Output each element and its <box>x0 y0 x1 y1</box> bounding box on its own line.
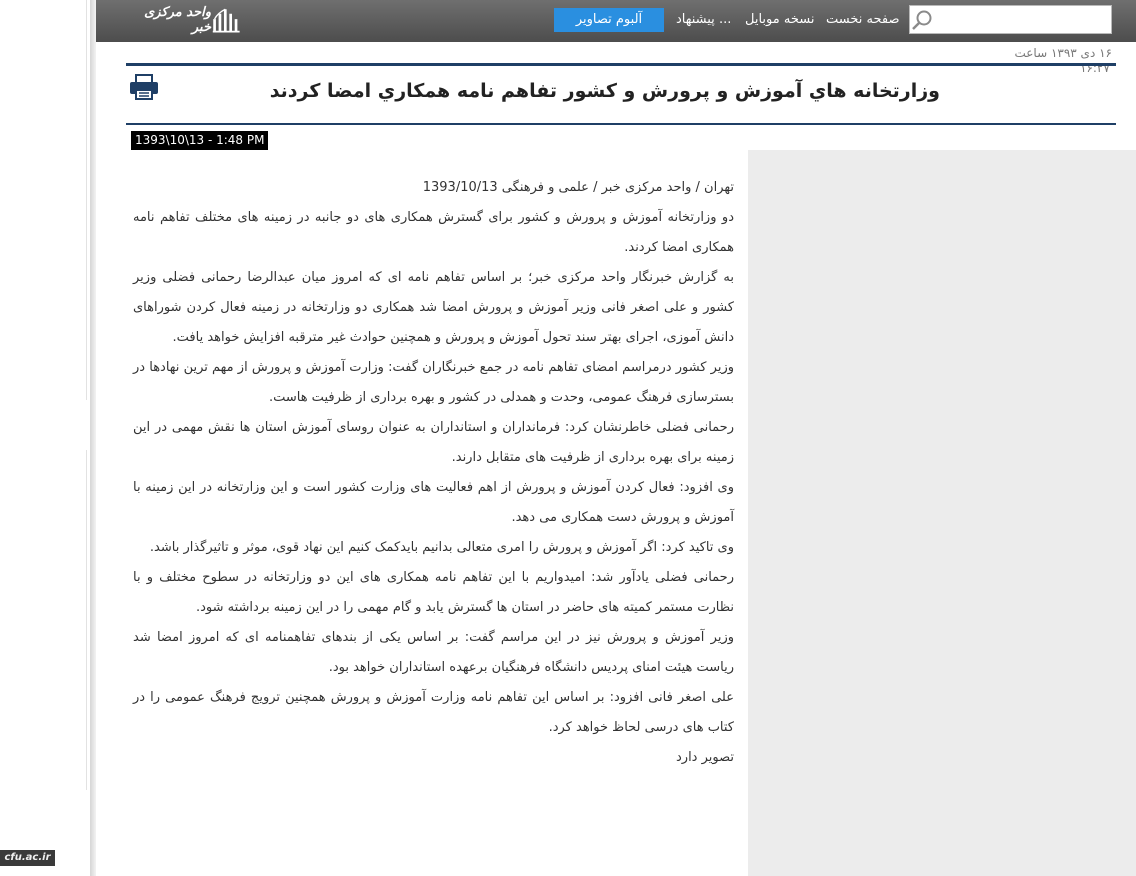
article-headline: وزارتخانه هاي آموزش و پرورش و كشور تفاهم نامه همكاري امضا كردند <box>269 80 940 102</box>
article-paragraph: رحمانی فضلی یادآور شد: امیدواریم با این تفاهم نامه همکاری های این دو وزارتخانه در سطوح مختلف و با نظارت مستمر کمیته های حاضر در استان ها گسترش یابد و گام مهمی را در این زمینه برداشته شود. <box>133 570 734 615</box>
article-paragraph: وزیر کشور درمراسم امضای تفاهم نامه در جمع خبرنگاران گفت: وزارت آموزش و پرورش از مهم ترین نهادها در بسترسازی فرهنگ عمومی، وحدت و همدلی در کشور و بهره برداری از ظرفیت هاست. <box>133 360 734 405</box>
left-margin <box>0 0 92 876</box>
watermark-badge: cfu.ac.ir <box>0 850 55 866</box>
article-paragraph: وی افزود: فعال کردن آموزش و پرورش از اهم فعالیت های وزارت کشور است و این وزارتخانه در این زمینه با آموزش و پرورش دست همکاری می دهد. <box>133 480 734 525</box>
article-body <box>133 173 734 773</box>
search-input[interactable] <box>909 5 1112 34</box>
article-paragraph: وزیر آموزش و پرورش نیز در این مراسم گفت: بر اساس یکی از بندهای تفاهمنامه ای که امروز امضا شد ریاست هیئت امنای پردیس دانشگاه فرهنگیان برعهده استانداران خواهد بود. <box>133 630 734 675</box>
image-note: تصویر دارد <box>676 750 734 765</box>
left-divider <box>86 0 87 400</box>
article-paragraph: علی اصغر فانی افزود: بر اساس این تفاهم نامه وزارت آموزش و پرورش همچنین ترویج فرهنگ عمومی را در کتاب های درسی لحاظ خواهد کرد. <box>133 690 734 735</box>
article-paragraph: دو وزارتخانه آموزش و پرورش و کشور برای گسترش همکاری های دو جانبه در زمینه های مختلف تفاهم نامه همکاری امضا کردند. <box>133 210 734 255</box>
site-logo[interactable] <box>130 4 245 36</box>
print-icon[interactable] <box>128 73 160 101</box>
photo-album-button[interactable]: آلبوم تصاویر <box>554 8 664 32</box>
nav-item-suggestions[interactable]: پیشنهاد ... <box>676 12 732 27</box>
nav-item-mobile[interactable]: نسخه موبایل <box>745 12 815 27</box>
sidebar-panel <box>748 150 1136 876</box>
article-dateline: تهران / واحد مرکزی خبر / علمی و فرهنگی 1393/10/13 <box>422 180 734 195</box>
search-icon[interactable] <box>911 9 933 31</box>
article-timestamp: 1393\10\13 - 1:48 PM <box>131 131 268 150</box>
publish-date: ۱۶ دی ۱۳۹۳ ساعت <box>1014 46 1112 60</box>
nav-item-home[interactable]: صفحه نخست <box>826 12 900 27</box>
logo-text: واحد مرکزی خبر <box>144 5 212 35</box>
logo-emblem-icon <box>211 5 245 35</box>
article-paragraph: وی تاکید کرد: اگر آموزش و پرورش را امری متعالی بدانیم بایدکمک کنیم این نهاد قوی، موثر و تاثیرگذار باشد. <box>149 540 734 555</box>
page-shadow <box>90 0 96 876</box>
article-paragraph: به گزارش خبرنگار واحد مرکزی خبر؛ بر اساس تفاهم نامه ای که امروز میان عبدالرضا رحمانی فضلی وزیر کشور و علی اصغر فانی وزیر آموزش و پرورش امضا شد همکاری دو وزارتخانه در زمینه فعال کردن شوراهای دانش آموزی، اجرای بهتر سند تحول آموزش و پرورش و همچنین حوادث غیر مترقبه افزایش خواهد یافت. <box>133 270 734 345</box>
left-divider-lower <box>86 450 87 790</box>
publish-time: ۱۶:۲۷ <box>1080 61 1110 75</box>
article-paragraph: رحمانی فضلی خاطرنشان کرد: فرمانداران و استانداران به عنوان روسای آموزش استان ها نقش مهمی در این زمینه برای بهره برداری از ظرفیت های متقابل دارند. <box>133 420 734 465</box>
